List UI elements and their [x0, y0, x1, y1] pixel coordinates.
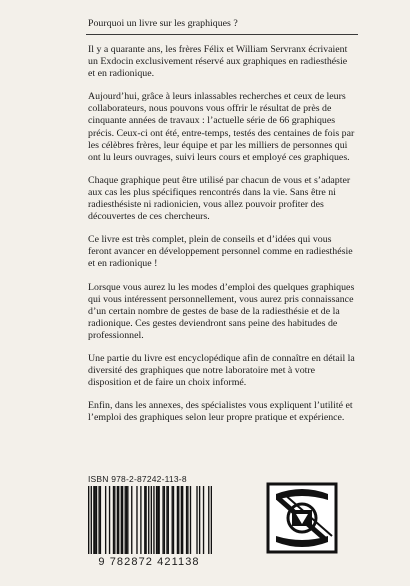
paragraph-2: Aujourd’hui, grâce à leurs inlassables recherches et ceux de leurs collaborateurs, nous pouvons vous offrir le résultat de près de cinquante années de travaux : l’actuelle série de 66 graphiques précis. Ceux-ci ont été, entre-temps, testés des centaines de fois par les célèbres frères, leur équipe et par les milliers de personnes qui ont lu leurs ouvrages, suivi leurs cours et employé ces graphiques.	[88, 91, 355, 163]
barcode-bar	[114, 486, 115, 554]
barcode-bar	[140, 486, 141, 554]
barcode-bar	[177, 486, 178, 554]
barcode-bar	[211, 486, 212, 554]
barcode-bar	[136, 486, 137, 554]
paragraph-3: Chaque graphique peut être utilisé par chacun de vous et s’adapter aux cas les plus spécifiques rencontrés dans la vie. Sans être ni radiesthésiste ni radionicien, vous allez pouvoir profiter des découvertes de ces chercheurs.	[88, 174, 351, 223]
barcode-bar	[145, 486, 146, 554]
barcode-bar	[186, 486, 187, 554]
paragraph-7: Enfin, dans les annexes, des spécialistes vous expliquent l’utilité et l’emploi des graphiques selon leur propre pratique et expérience.	[88, 400, 353, 424]
barcode-bar	[173, 486, 174, 554]
blurb-text	[88, 18, 356, 41]
barcode-bar	[182, 486, 183, 554]
paragraph-5: Lorsque vous aurez lu les modes d’emploi des quelques graphiques qui vous intéressent personnellement, vous aurez pris connaissance d’un certain nombre de gestes de base de la radiesthésie et de la radionique. Ces gestes deviendront sans peine des habitudes de professionnel.	[88, 281, 355, 341]
isbn-label: ISBN 978-2-87242-113-8	[88, 474, 187, 484]
divider-rule	[86, 34, 358, 35]
barcode-bar	[100, 486, 101, 554]
barcode-bar	[93, 486, 94, 554]
barcode-bar	[131, 486, 132, 554]
barcode-bar	[98, 486, 99, 554]
paragraph-6: Une partie du livre est encyclopédique afin de connaître en détail la diversité des graphiques que notre laboratoire met à votre disposition et de faire un choix informé.	[88, 352, 355, 389]
barcode-number: 9 782872 421138	[98, 556, 200, 568]
barcode-bar	[158, 486, 159, 554]
paragraph-4: Ce livre est très complet, plein de conseils et d’idées qui vous feront avancer en développement personnel comme en radiesthésie et en radionique !	[88, 234, 353, 270]
barcode-bar	[168, 486, 169, 554]
barcode-bar	[96, 486, 97, 554]
barcode-bar	[172, 486, 173, 554]
barcode-bar	[144, 486, 145, 554]
barcode-bar	[122, 486, 123, 554]
barcode-bar	[178, 486, 179, 554]
barcode-bar	[181, 486, 182, 554]
barcode-bar	[164, 486, 165, 554]
barcode-bar	[151, 486, 152, 554]
barcode-bar	[157, 486, 158, 554]
barcode-bar	[190, 486, 191, 554]
barcode-bar	[118, 486, 119, 554]
barcode-bar	[156, 486, 157, 554]
paragraph-title: Pourquoi un livre sur les graphiques ?	[88, 18, 238, 29]
barcode-bar	[95, 486, 96, 554]
publisher-logo-icon	[266, 482, 338, 554]
barcode-bar	[117, 486, 118, 554]
blurb-body	[88, 44, 356, 435]
barcode-bar	[148, 486, 149, 554]
barcode-bar	[162, 486, 163, 554]
barcode-bar	[125, 486, 126, 554]
barcode-bar	[105, 486, 106, 554]
barcode-bar	[113, 486, 114, 554]
barcode-bar	[187, 486, 188, 554]
barcode-bar	[153, 486, 154, 554]
barcode-bar	[199, 486, 200, 554]
barcode-bar	[91, 486, 92, 554]
barcode-bar	[166, 486, 167, 554]
barcode	[88, 486, 212, 554]
paragraph-1: Il y a quarante ans, les frères Félix et William Servranx écrivaient un Exdocin exclusivement réservé aux graphiques en radiesthésie et en radionique.	[88, 44, 348, 80]
barcode-bar	[88, 486, 89, 554]
barcode-bar	[121, 486, 122, 554]
barcode-bar	[126, 486, 127, 554]
barcode-bar	[203, 486, 204, 554]
barcode-bar	[127, 486, 128, 554]
barcode-bar	[196, 486, 197, 554]
barcode-bar	[208, 486, 209, 554]
barcode-bar	[109, 486, 110, 554]
